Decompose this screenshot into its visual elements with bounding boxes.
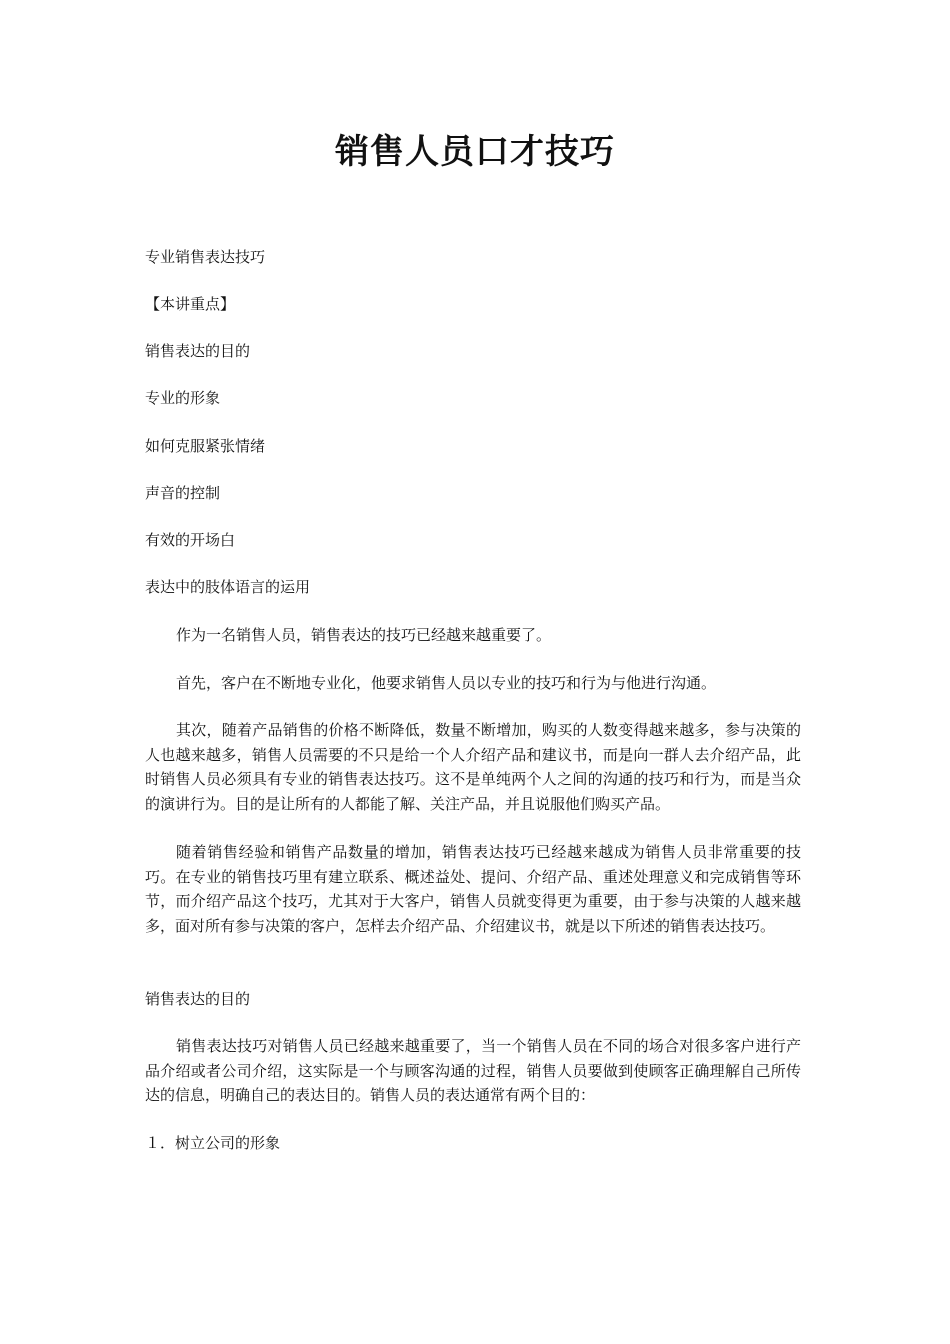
heading-line-image: 专业的形象	[145, 389, 221, 407]
heading-line-professional-expression: 专业销售表达技巧	[145, 248, 266, 266]
document-title: 销售人员口才技巧	[335, 132, 615, 172]
heading-line-opening: 有效的开场白	[145, 531, 236, 549]
heading-line-body-language: 表达中的肢体语言的运用	[145, 578, 311, 596]
heading-line-nervousness: 如何克服紧张情绪	[145, 437, 266, 455]
heading-line-purpose: 销售表达的目的	[145, 342, 251, 360]
paragraph-intro: 作为一名销售人员，销售表达的技巧已经越来越重要了。	[176, 626, 552, 644]
heading-line-voice-control: 声音的控制	[145, 484, 221, 502]
section-paragraph: 销售表达技巧对销售人员已经越来越重要了，当一个销售人员在不同的场合对很多客户进行产品介绍或者公司介绍，这实际是一个与顾客沟通的过程，销售人员要做到使顾客正确理解自己所传达的信息，明确自己的表达目的。销售人员的表达通常有两个目的：	[145, 1037, 801, 1105]
paragraph-second: 其次，随着产品销售的价格不断降低，数量不断增加，购买的人数变得越来越多，参与决策的人也越来越多，销售人员需要的不只是给一个人介绍产品和建议书，而是向一群人去介绍产品，此时销售人员必须具有专业的销售表达技巧。这不是单纯两个人之间的沟通的技巧和行为，而是当众的演讲行为。目的是让所有的人都能了解、关注产品，并且说服他们购买产品。	[145, 721, 801, 813]
heading-line-key-points: 【本讲重点】	[145, 295, 236, 313]
paragraph-first: 首先，客户在不断地专业化，他要求销售人员以专业的技巧和行为与他进行沟通。	[176, 674, 717, 692]
list-item: １．树立公司的形象	[145, 1134, 281, 1152]
paragraph-third: 随着销售经验和销售产品数量的增加，销售表达技巧已经越来越成为销售人员非常重要的技巧。在专业的销售技巧里有建立联系、概述益处、提问、介绍产品、重述处理意义和完成销售等环节，而介绍产品这个技巧，尤其对于大客户，销售人员就变得更为重要，由于参与决策的人越来越多，面对所有参与决策的客户，怎样去介绍产品、介绍建议书，就是以下所述的销售表达技巧。	[145, 843, 801, 935]
section-heading: 销售表达的目的	[145, 990, 251, 1008]
